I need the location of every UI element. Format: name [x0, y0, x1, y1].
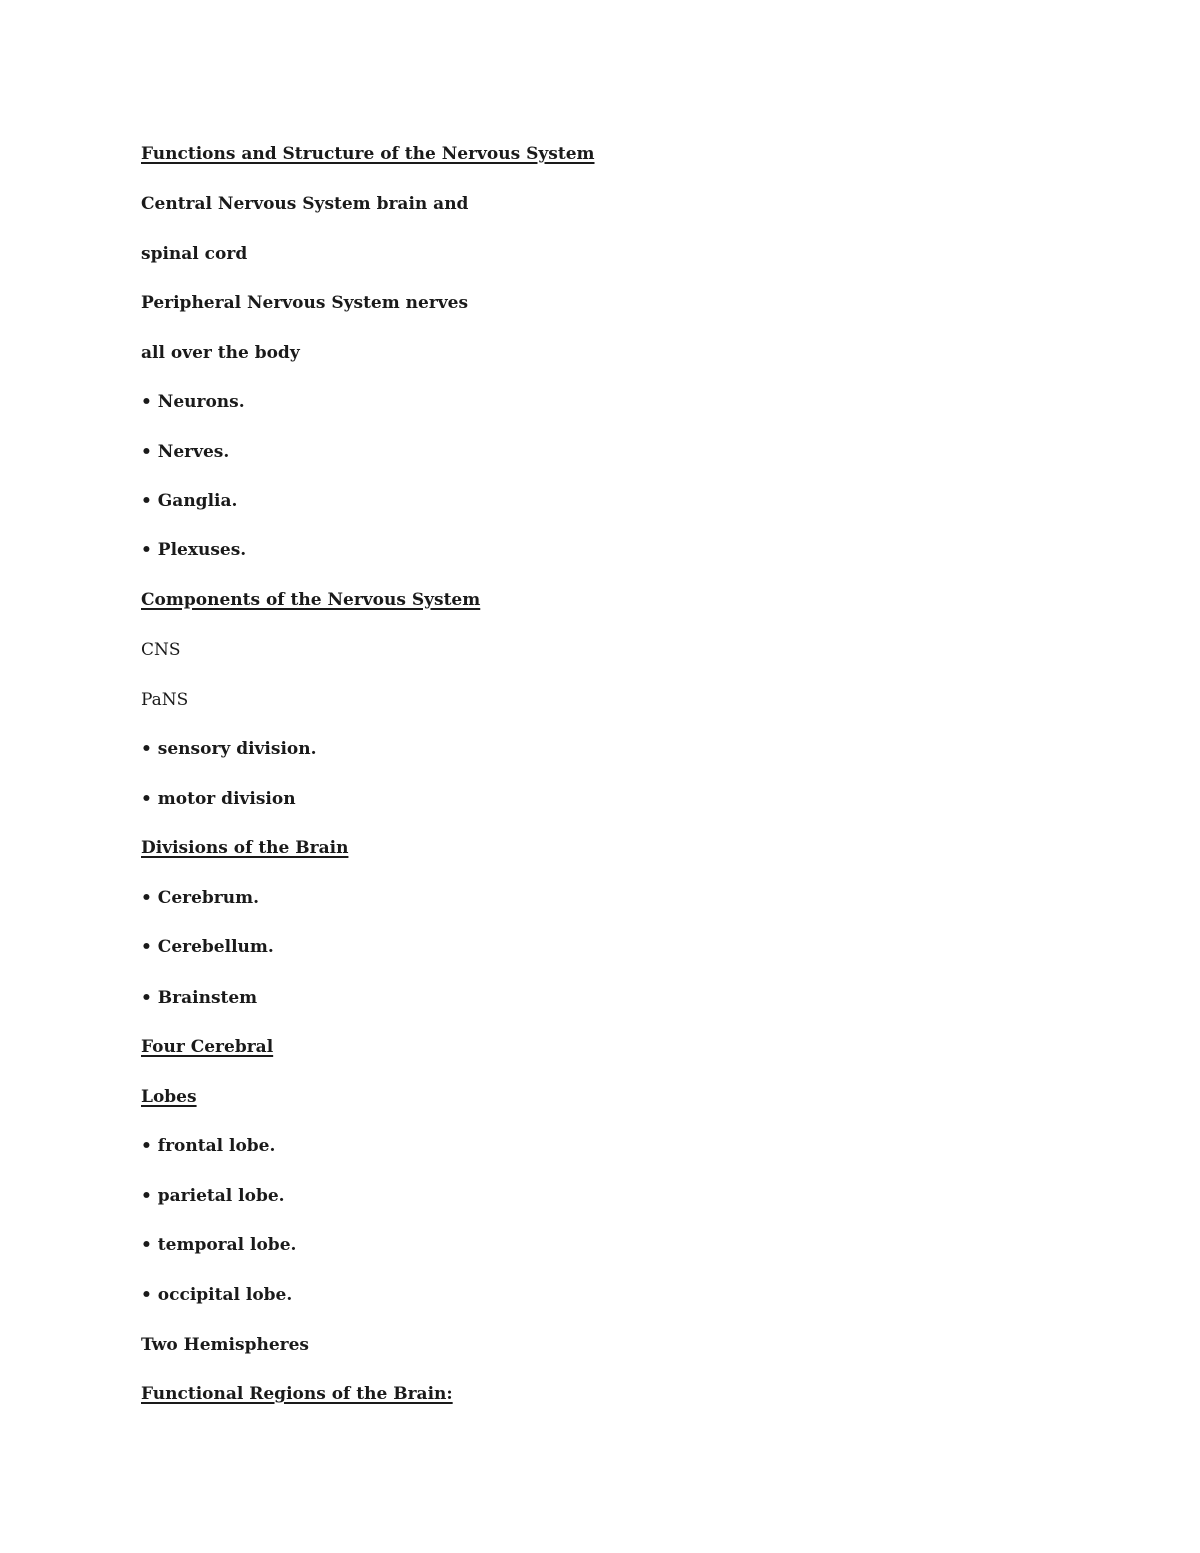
- heading-lobes: Lobes: [141, 1087, 197, 1107]
- list-item: • Plexuses.: [141, 540, 247, 560]
- heading-functional-regions: Functional Regions of the Brain:: [141, 1384, 453, 1404]
- text-line: Central Nervous System brain and: [141, 194, 469, 214]
- list-item: • Cerebellum.: [141, 937, 274, 957]
- text-line: CNS: [141, 640, 181, 660]
- text-line: PaNS: [141, 690, 189, 710]
- list-item: • sensory division.: [141, 739, 317, 759]
- list-item: • Neurons.: [141, 392, 245, 412]
- list-item: • frontal lobe.: [141, 1136, 276, 1156]
- heading-divisions-brain: Divisions of the Brain: [141, 838, 349, 858]
- text-line: all over the body: [141, 343, 300, 363]
- list-item: • occipital lobe.: [141, 1285, 293, 1305]
- list-item: • Nerves.: [141, 442, 230, 462]
- text-line: spinal cord: [141, 244, 248, 264]
- text-line: Peripheral Nervous System nerves: [141, 293, 469, 313]
- heading-components: Components of the Nervous System: [141, 590, 481, 610]
- list-item: • Ganglia.: [141, 491, 238, 511]
- list-item: • parietal lobe.: [141, 1186, 285, 1206]
- list-item: • temporal lobe.: [141, 1235, 297, 1255]
- heading-four-cerebral: Four Cerebral: [141, 1037, 274, 1057]
- list-item: • Cerebrum.: [141, 888, 260, 908]
- text-line: Two Hemispheres: [141, 1335, 309, 1355]
- heading-functions-structure: Functions and Structure of the Nervous System: [141, 144, 595, 164]
- list-item: • motor division: [141, 789, 296, 809]
- list-item: • Brainstem: [141, 988, 258, 1008]
